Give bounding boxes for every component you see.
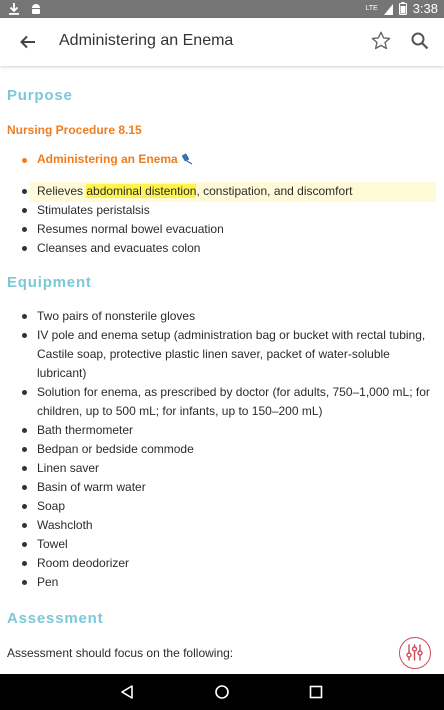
assessment-intro: Assessment should focus on the following: [7, 646, 234, 660]
list-item: Bedpan or bedside commode [37, 442, 194, 456]
list-item: Towel [37, 537, 68, 551]
bullet [22, 523, 27, 528]
list-item: Resumes normal bowel evacuation [37, 222, 224, 236]
bullet [22, 314, 27, 319]
network-type-label: LTE [365, 5, 378, 12]
bullet [22, 227, 27, 232]
list-item: Basin of warm water [37, 480, 146, 494]
signal-icon [384, 3, 393, 15]
procedure-number: Nursing Procedure 8.15 [7, 123, 142, 137]
list-item: Stimulates peristalsis [37, 203, 150, 217]
procedure-link-label[interactable]: Administering an Enema [37, 152, 178, 166]
system-nav-bar [0, 674, 444, 710]
text-highlight[interactable]: abdominal distention [86, 184, 197, 198]
back-triangle-icon[interactable] [119, 684, 135, 700]
section-heading-assessment: Assessment [7, 610, 104, 627]
android-icon [30, 2, 42, 16]
list-item: Relieves abdominal distention, constipation, and discomfort [37, 184, 353, 198]
app-bar [0, 18, 444, 66]
bullet [22, 333, 27, 338]
list-item: Bath thermometer [37, 423, 134, 437]
bullet [22, 542, 27, 547]
bullet [22, 504, 27, 509]
enema-bag-icon [182, 153, 194, 165]
adjust-settings-button[interactable] [399, 637, 431, 669]
list-item: Two pairs of nonsterile gloves [37, 309, 196, 323]
bullet [22, 158, 27, 163]
bullet [22, 246, 27, 251]
search-icon[interactable] [410, 31, 430, 51]
section-heading-purpose: Purpose [7, 87, 73, 104]
home-circle-icon[interactable] [214, 684, 230, 700]
bullet [22, 466, 27, 471]
page-title: Administering an Enema [59, 32, 234, 49]
battery-icon [399, 2, 407, 15]
list-item: IV pole and enema setup (administration bag or bucket with rectal tubing, Castile soap, protective plastic linen saver, packet of water-soluble lubricant) [37, 328, 426, 380]
list-item: Pen [37, 575, 59, 589]
bullet [22, 447, 27, 452]
list-item: Washcloth [37, 518, 93, 532]
list-item: Cleanses and evacuates colon [37, 241, 201, 255]
back-arrow-icon[interactable] [16, 30, 40, 54]
article-content[interactable] [0, 66, 444, 674]
star-icon[interactable] [370, 30, 392, 52]
bullet [22, 580, 27, 585]
bullet [22, 485, 27, 490]
list-item: Room deodorizer [37, 556, 130, 570]
bullet [22, 428, 27, 433]
section-heading-equipment: Equipment [7, 274, 92, 291]
download-icon [8, 2, 20, 16]
bullet [22, 561, 27, 566]
bullet [22, 390, 27, 395]
bullet [22, 189, 27, 194]
bullet [22, 208, 27, 213]
status-bar [0, 0, 444, 18]
clock: 3:38 [412, 1, 438, 16]
list-item: Linen saver [37, 461, 100, 475]
recents-square-icon[interactable] [308, 684, 324, 700]
list-item: Soap [37, 499, 66, 513]
equalizer-icon [400, 638, 429, 667]
list-item: Solution for enema, as prescribed by doctor (for adults, 750–1,000 mL; for children, up to 500 mL; for infants, up to 150–200 mL) [37, 385, 430, 418]
procedure-link[interactable] [37, 152, 194, 166]
